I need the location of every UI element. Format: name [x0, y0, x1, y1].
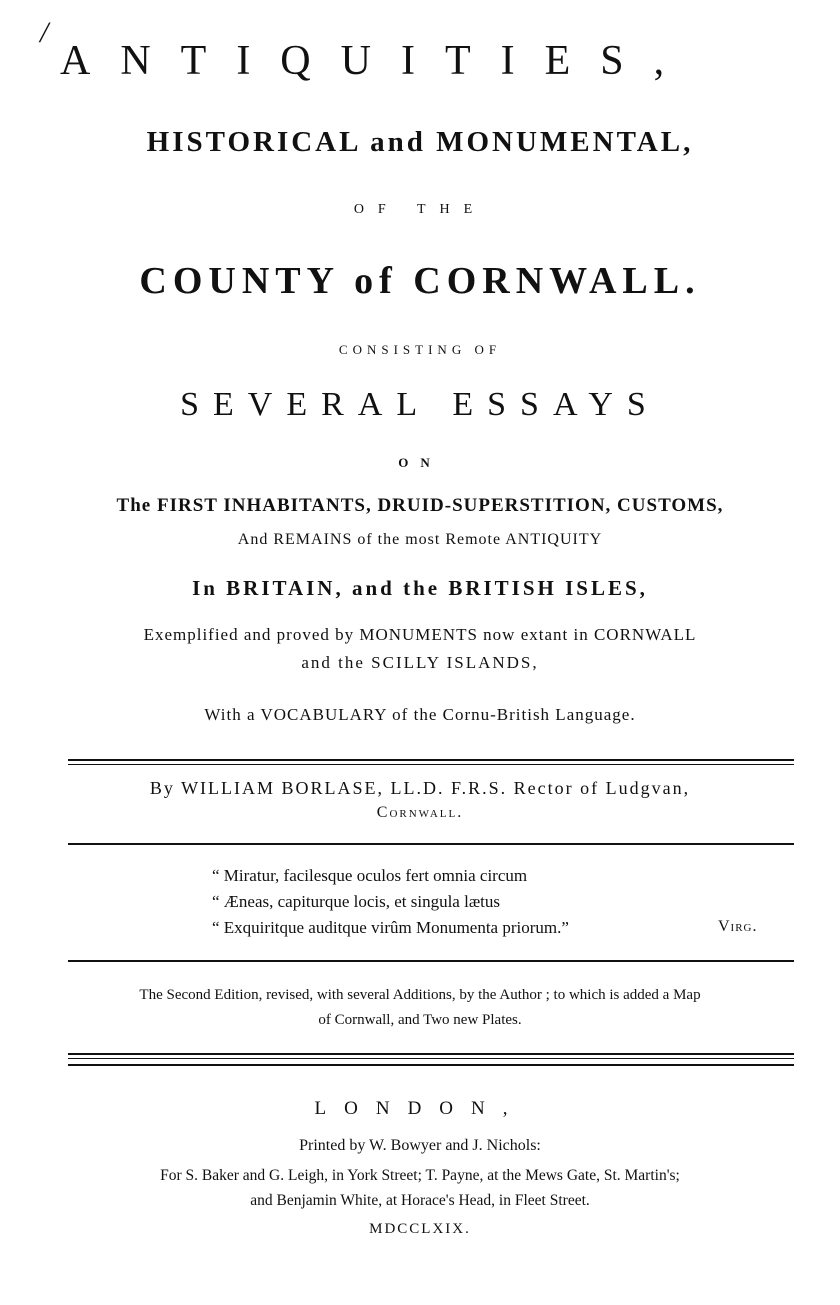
- author-line-2: Cornwall.: [376, 804, 464, 821]
- on-line: ON: [398, 455, 442, 470]
- quote-line-1: “ Miratur, facilesque oculos fert omnia circum: [212, 866, 528, 885]
- book-title: ANTIQUITIES,: [60, 38, 695, 84]
- description-line-2: And REMAINS of the most Remote ANTIQUITY: [237, 531, 603, 548]
- book-subtitle: HISTORICAL and MONUMENTAL,: [146, 126, 694, 158]
- imprint-sellers-2: and Benjamin White, at Horace's Head, in Fleet Street.: [250, 1192, 590, 1209]
- author-line-1: By WILLIAM BORLASE, LL.D. F.R.S. Rector of Ludgvan,: [149, 778, 691, 798]
- description-line-5: and the SCILLY ISLANDS,: [301, 653, 539, 672]
- rule-divider-4b: [68, 1058, 794, 1059]
- several-essays-line: SEVERAL ESSAYS: [180, 386, 660, 423]
- rule-divider-4c: [68, 1064, 794, 1066]
- rule-divider-1b: [68, 764, 794, 765]
- description-line-3: In BRITAIN, and the BRITISH ISLES,: [192, 576, 648, 600]
- description-line-6: With a VOCABULARY of the Cornu-British Language.: [204, 705, 636, 724]
- imprint-sellers-1: For S. Baker and G. Leigh, in York Street; T. Payne, at the Mews Gate, St. Martin's;: [160, 1167, 680, 1184]
- imprint-printer: Printed by W. Bowyer and J. Nichols:: [299, 1137, 541, 1154]
- quote-line-2: “ Æneas, capiturque locis, et singula lætus: [212, 892, 500, 911]
- imprint-city: LONDON,: [314, 1098, 526, 1119]
- imprint-year: MDCCLXIX.: [369, 1221, 471, 1237]
- edition-line-2: of Cornwall, and Two new Plates.: [318, 1012, 522, 1028]
- margin-pencil-mark: /: [40, 16, 49, 49]
- consisting-of-line: CONSISTING OF: [338, 342, 502, 357]
- quote-line-3: “ Exquiritque auditque virûm Monumenta priorum.”: [212, 918, 569, 937]
- rule-divider-3: [68, 960, 794, 962]
- edition-line-1: The Second Edition, revised, with several Additions, by the Author ; to which is added a Map: [139, 987, 701, 1003]
- rule-divider-4a: [68, 1053, 794, 1055]
- quote-source: Virg.: [718, 918, 758, 935]
- description-line-4: Exemplified and proved by MONUMENTS now extant in CORNWALL: [143, 625, 697, 644]
- county-title: COUNTY of CORNWALL.: [139, 260, 701, 302]
- rule-divider-1: [68, 759, 794, 761]
- rule-divider-2: [68, 843, 794, 845]
- of-the-line: OF THE: [353, 202, 487, 217]
- description-line-1: The FIRST INHABITANTS, DRUID-SUPERSTITION, CUSTOMS,: [116, 495, 724, 516]
